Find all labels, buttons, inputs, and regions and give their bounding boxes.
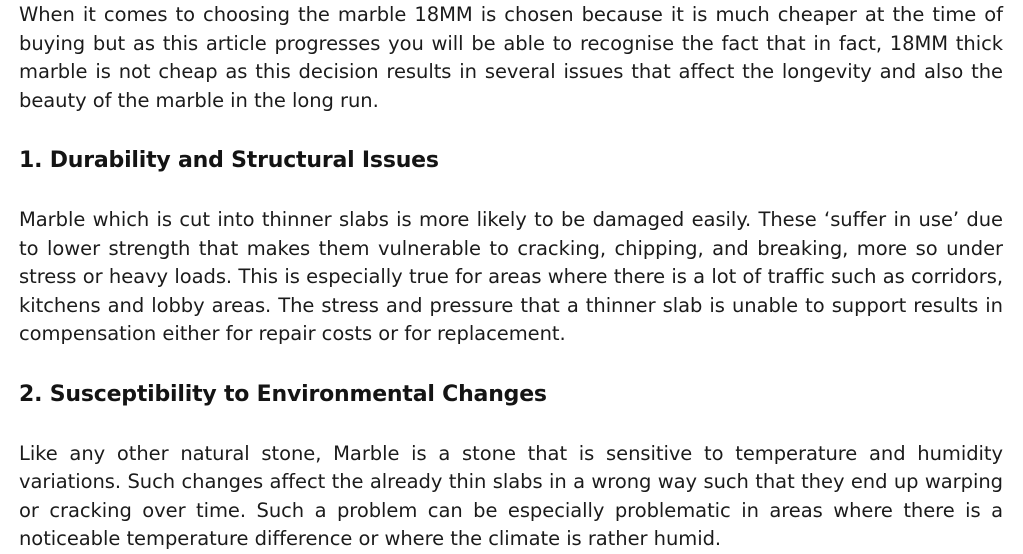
section-paragraph-durability: Marble which is cut into thinner slabs is more likely to be damaged easily. These ‘suffer in use’ due to lower strength that makes them vulnerable to cracking, chipping, and breaking, more so under stress or heavy loads. This is especially true for areas where there is a lot of traffic such as corridors, kitchens and lobby areas. The stress and pressure that a thinner slab is unable to support results in compensation either for repair costs or for replacement. bbox=[19, 208, 1003, 345]
article-body bbox=[19, 0, 1003, 554]
section-heading-durability: 1. Durability and Structural Issues bbox=[19, 148, 439, 173]
section-paragraph-environmental: Like any other natural stone, Marble is a stone that is sensitive to temperature and humidity variations. Such changes affect the already thin slabs in a wrong way such that they end up warping or cracking over time. Such a problem can be especially problematic in areas where there is a noticeable temperature difference or where the climate is rather humid. bbox=[19, 441, 1003, 550]
section-heading-environmental: 2. Susceptibility to Environmental Changes bbox=[19, 381, 547, 407]
intro-paragraph: When it comes to choosing the marble 18MM is chosen because it is much cheaper at the time of buying but as this article progresses you will be able to recognise the fact that in fact, 18MM thick marble is not cheap as this decision results in several issues that affect the longevity and also the beauty of the marble in the long run. bbox=[19, 3, 1003, 112]
